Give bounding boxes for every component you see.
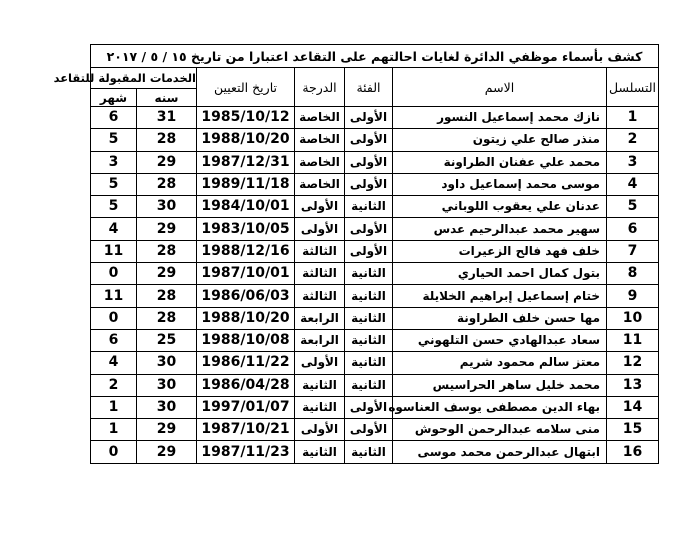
years-cell: 30 [137,352,197,374]
years-cell: 28 [137,307,197,329]
name-cell: سعاد عبدالهادي حسن التلهوني [393,329,607,351]
months-cell: 5 [91,196,137,218]
appointment-date-cell: 1988/10/20 [197,129,295,151]
name-cell: معتز سالم محمود شريم [393,352,607,374]
appointment-date-cell: 1997/01/07 [197,396,295,418]
degree-cell: الأولى [295,196,345,218]
degree-cell: الثانية [295,396,345,418]
months-cell: 2 [91,374,137,396]
years-cell: 30 [137,374,197,396]
degree-cell: الرابعة [295,329,345,351]
degree-cell: الخاصة [295,107,345,129]
table-row [91,352,659,374]
years-cell: 29 [137,419,197,441]
appointment-date-cell: 1984/10/01 [197,196,295,218]
serial-cell: 7 [607,240,659,262]
months-cell: 0 [91,307,137,329]
appointment-date-cell: 1986/04/28 [197,374,295,396]
category-cell: الأولى [345,218,393,240]
appointment-date-cell: 1986/06/03 [197,285,295,307]
title-row [91,45,659,68]
table-row [91,396,659,418]
table-row [91,173,659,195]
degree-cell: الرابعة [295,307,345,329]
category-cell: الثانية [345,441,393,463]
appointment-date-cell: 1988/10/08 [197,329,295,351]
appointment-date-cell: 1985/10/12 [197,107,295,129]
header-services-group: الخدمات المقبولة للتقاعد [91,68,197,89]
serial-cell: 13 [607,374,659,396]
table-row [91,240,659,262]
years-cell: 28 [137,240,197,262]
serial-cell: 2 [607,129,659,151]
name-cell: محمد علي عفنان الطراونة [393,151,607,173]
header-category: الفئة [345,68,393,107]
name-cell: منذر صالح علي زيتون [393,129,607,151]
appointment-date-cell: 1989/11/18 [197,173,295,195]
serial-cell: 3 [607,151,659,173]
category-cell: الأولى [345,107,393,129]
months-cell: 4 [91,352,137,374]
degree-cell: الخاصة [295,151,345,173]
months-cell: 3 [91,151,137,173]
table-row [91,129,659,151]
name-cell: بتول كمال احمد الحياري [393,263,607,285]
table-body [91,107,659,464]
category-cell: الثانية [345,263,393,285]
name-cell: موسى محمد إسماعيل داود [393,173,607,195]
degree-cell: الثالثة [295,285,345,307]
serial-cell: 12 [607,352,659,374]
months-cell: 5 [91,129,137,151]
degree-cell: الثانية [295,441,345,463]
category-cell: الثانية [345,352,393,374]
years-cell: 29 [137,218,197,240]
category-cell: الثانية [345,307,393,329]
name-cell: ابتهال عبدالرحمن محمد موسى [393,441,607,463]
header-degree: الدرجة [295,68,345,107]
table-row [91,218,659,240]
months-cell: 4 [91,218,137,240]
table-row [91,285,659,307]
serial-cell: 1 [607,107,659,129]
appointment-date-cell: 1988/10/20 [197,307,295,329]
appointment-date-cell: 1986/11/22 [197,352,295,374]
category-cell: الثانية [345,329,393,351]
appointment-date-cell: 1987/10/21 [197,419,295,441]
header-months: شهر [91,89,137,107]
name-cell: منى سلامه عبدالرحمن الوحوش [393,419,607,441]
years-cell: 25 [137,329,197,351]
category-cell: الثانية [345,285,393,307]
years-cell: 30 [137,396,197,418]
table-row [91,441,659,463]
appointment-date-cell: 1987/11/23 [197,441,295,463]
name-cell: مها حسن خلف الطراونة [393,307,607,329]
years-cell: 31 [137,107,197,129]
months-cell: 5 [91,173,137,195]
months-cell: 11 [91,240,137,262]
degree-cell: الأولى [295,419,345,441]
retirement-sheet [53,44,658,464]
months-cell: 0 [91,441,137,463]
category-cell: الأولى [345,129,393,151]
years-cell: 30 [137,196,197,218]
table-row [91,107,659,129]
header-row [91,68,659,89]
serial-cell: 10 [607,307,659,329]
degree-cell: الأولى [295,218,345,240]
category-cell: الثانية [345,374,393,396]
employees-table [53,44,659,464]
category-cell: الأولى [345,396,393,418]
serial-cell: 4 [607,173,659,195]
header-serial: التسلسل [607,68,659,107]
appointment-date-cell: 1987/10/01 [197,263,295,285]
degree-cell: الثالثة [295,240,345,262]
appointment-date-cell: 1987/12/31 [197,151,295,173]
degree-cell: الخاصة [295,129,345,151]
serial-cell: 9 [607,285,659,307]
table-row [91,151,659,173]
years-cell: 29 [137,441,197,463]
name-cell: عدنان علي يعقوب اللوباني [393,196,607,218]
name-cell: خلف فهد فالح الزعيرات [393,240,607,262]
serial-cell: 8 [607,263,659,285]
name-cell: سهير محمد عبدالرحيم عدس [393,218,607,240]
table-row [91,329,659,351]
name-cell: نازك محمد إسماعيل النسور [393,107,607,129]
table-row [91,307,659,329]
degree-cell: الخاصة [295,173,345,195]
name-cell: محمد خليل ساهر الحراسيس [393,374,607,396]
name-cell: ختام إسماعيل إبراهيم الخلايلة [393,285,607,307]
degree-cell: الثانية [295,374,345,396]
years-cell: 29 [137,151,197,173]
header-appointment-date: تاريخ التعيين [197,68,295,107]
category-cell: الثانية [345,196,393,218]
appointment-date-cell: 1988/12/16 [197,240,295,262]
serial-cell: 6 [607,218,659,240]
category-cell: الأولى [345,173,393,195]
months-cell: 1 [91,396,137,418]
appointment-date-cell: 1983/10/05 [197,218,295,240]
degree-cell: الأولى [295,352,345,374]
serial-cell: 14 [607,396,659,418]
name-cell: بهاء الدين مصطفى يوسف العناسوه [393,396,607,418]
table-row [91,196,659,218]
category-cell: الأولى [345,240,393,262]
months-cell: 6 [91,107,137,129]
table-row [91,263,659,285]
serial-cell: 11 [607,329,659,351]
years-cell: 28 [137,285,197,307]
years-cell: 28 [137,173,197,195]
table-row [91,419,659,441]
table-row [91,374,659,396]
category-cell: الأولى [345,419,393,441]
header-years: سنه [137,89,197,107]
months-cell: 1 [91,419,137,441]
serial-cell: 5 [607,196,659,218]
category-cell: الأولى [345,151,393,173]
serial-cell: 15 [607,419,659,441]
degree-cell: الثالثة [295,263,345,285]
months-cell: 6 [91,329,137,351]
months-cell: 0 [91,263,137,285]
sheet-title: كشف بأسماء موظفي الدائرة لغايات احالتهم على التقاعد اعتبارا من تاريخ ١٥ / ٥ / ٢٠١٧ [91,45,659,68]
years-cell: 29 [137,263,197,285]
header-name: الاسم [393,68,607,107]
months-cell: 11 [91,285,137,307]
years-cell: 28 [137,129,197,151]
serial-cell: 16 [607,441,659,463]
